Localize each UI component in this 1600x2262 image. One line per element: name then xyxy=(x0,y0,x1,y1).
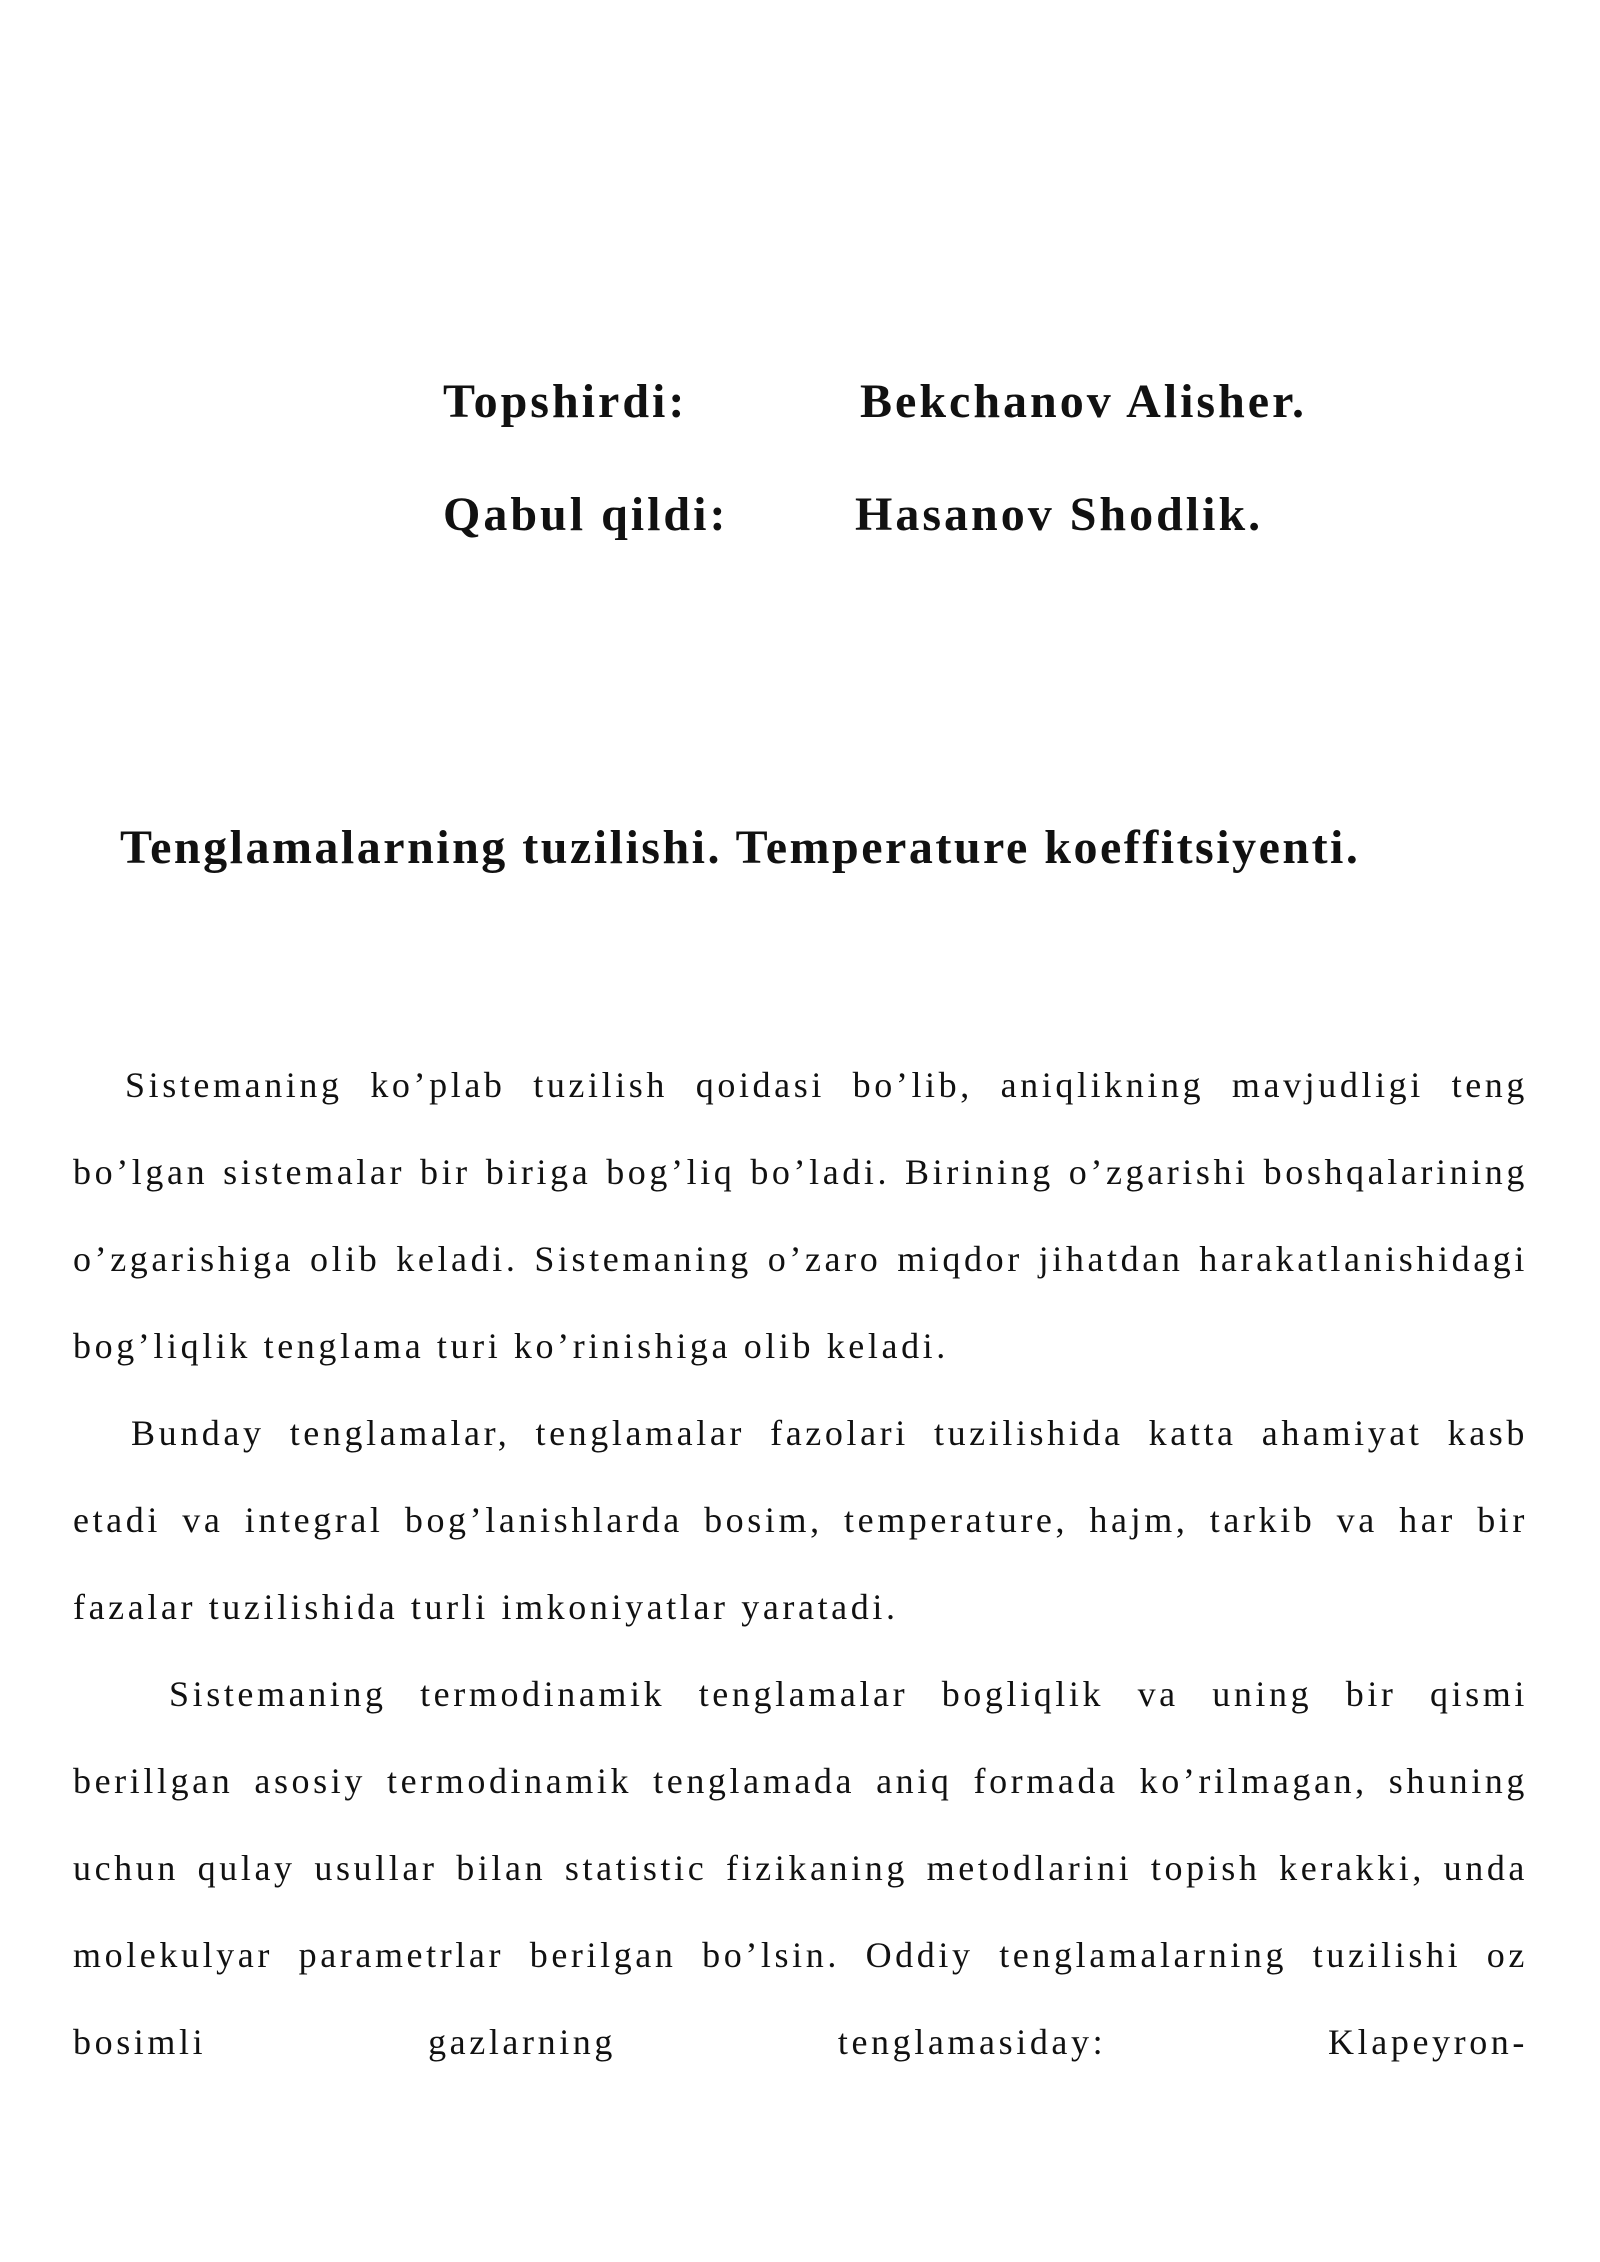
paragraph-1: Sistemaning ko’plab tuzilish qoidasi bo’lib, aniqlikning mavjudligi teng bo’lgan sistemalar bir biriga bog’liq bo’ladi. Birining o’zgarishi boshqalarining o’zgarishiga olib keladi. Sistemaning o’zaro miqdor jihatdan harakatlanishidagi bog’liqlik tenglama turi ko’rinishiga olib keladi. xyxy=(73,1065,1528,1366)
document-body xyxy=(73,1042,1528,2086)
document-title: Tenglamalarning tuzilishi. Temperature koeffitsiyenti. xyxy=(120,821,1361,874)
submitted-label: Topshirdi: xyxy=(443,375,688,428)
accepted-name: Hasanov Shodlik. xyxy=(855,488,1264,541)
accepted-row xyxy=(0,487,1600,547)
paragraph-2: Bunday tenglamalar, tenglamalar fazolari tuzilishida katta ahamiyat kasb etadi va integral bog’lanishlarda bosim, temperature, hajm, tarkib va har bir fazalar tuzilishida turli imkoniyatlar yaratadi. xyxy=(73,1413,1528,1627)
accepted-label: Qabul qildi: xyxy=(443,488,729,541)
submitted-row xyxy=(0,374,1600,434)
paragraph-3: Sistemaning termodinamik tenglamalar bogliqlik va uning bir qismi berillgan asosiy termodinamik tenglamada aniq formada ko’rilmagan, shuning uchun qulay usullar bilan statistic fizikaning metodlarini topish kerakki, unda molekulyar parametrlar berilgan bo’lsin. Oddiy tenglamalarning tuzilishi oz bosimli gazlarning tenglamasiday: Klapeyron- xyxy=(73,1674,1528,2062)
submitted-name: Bekchanov Alisher. xyxy=(860,375,1307,428)
